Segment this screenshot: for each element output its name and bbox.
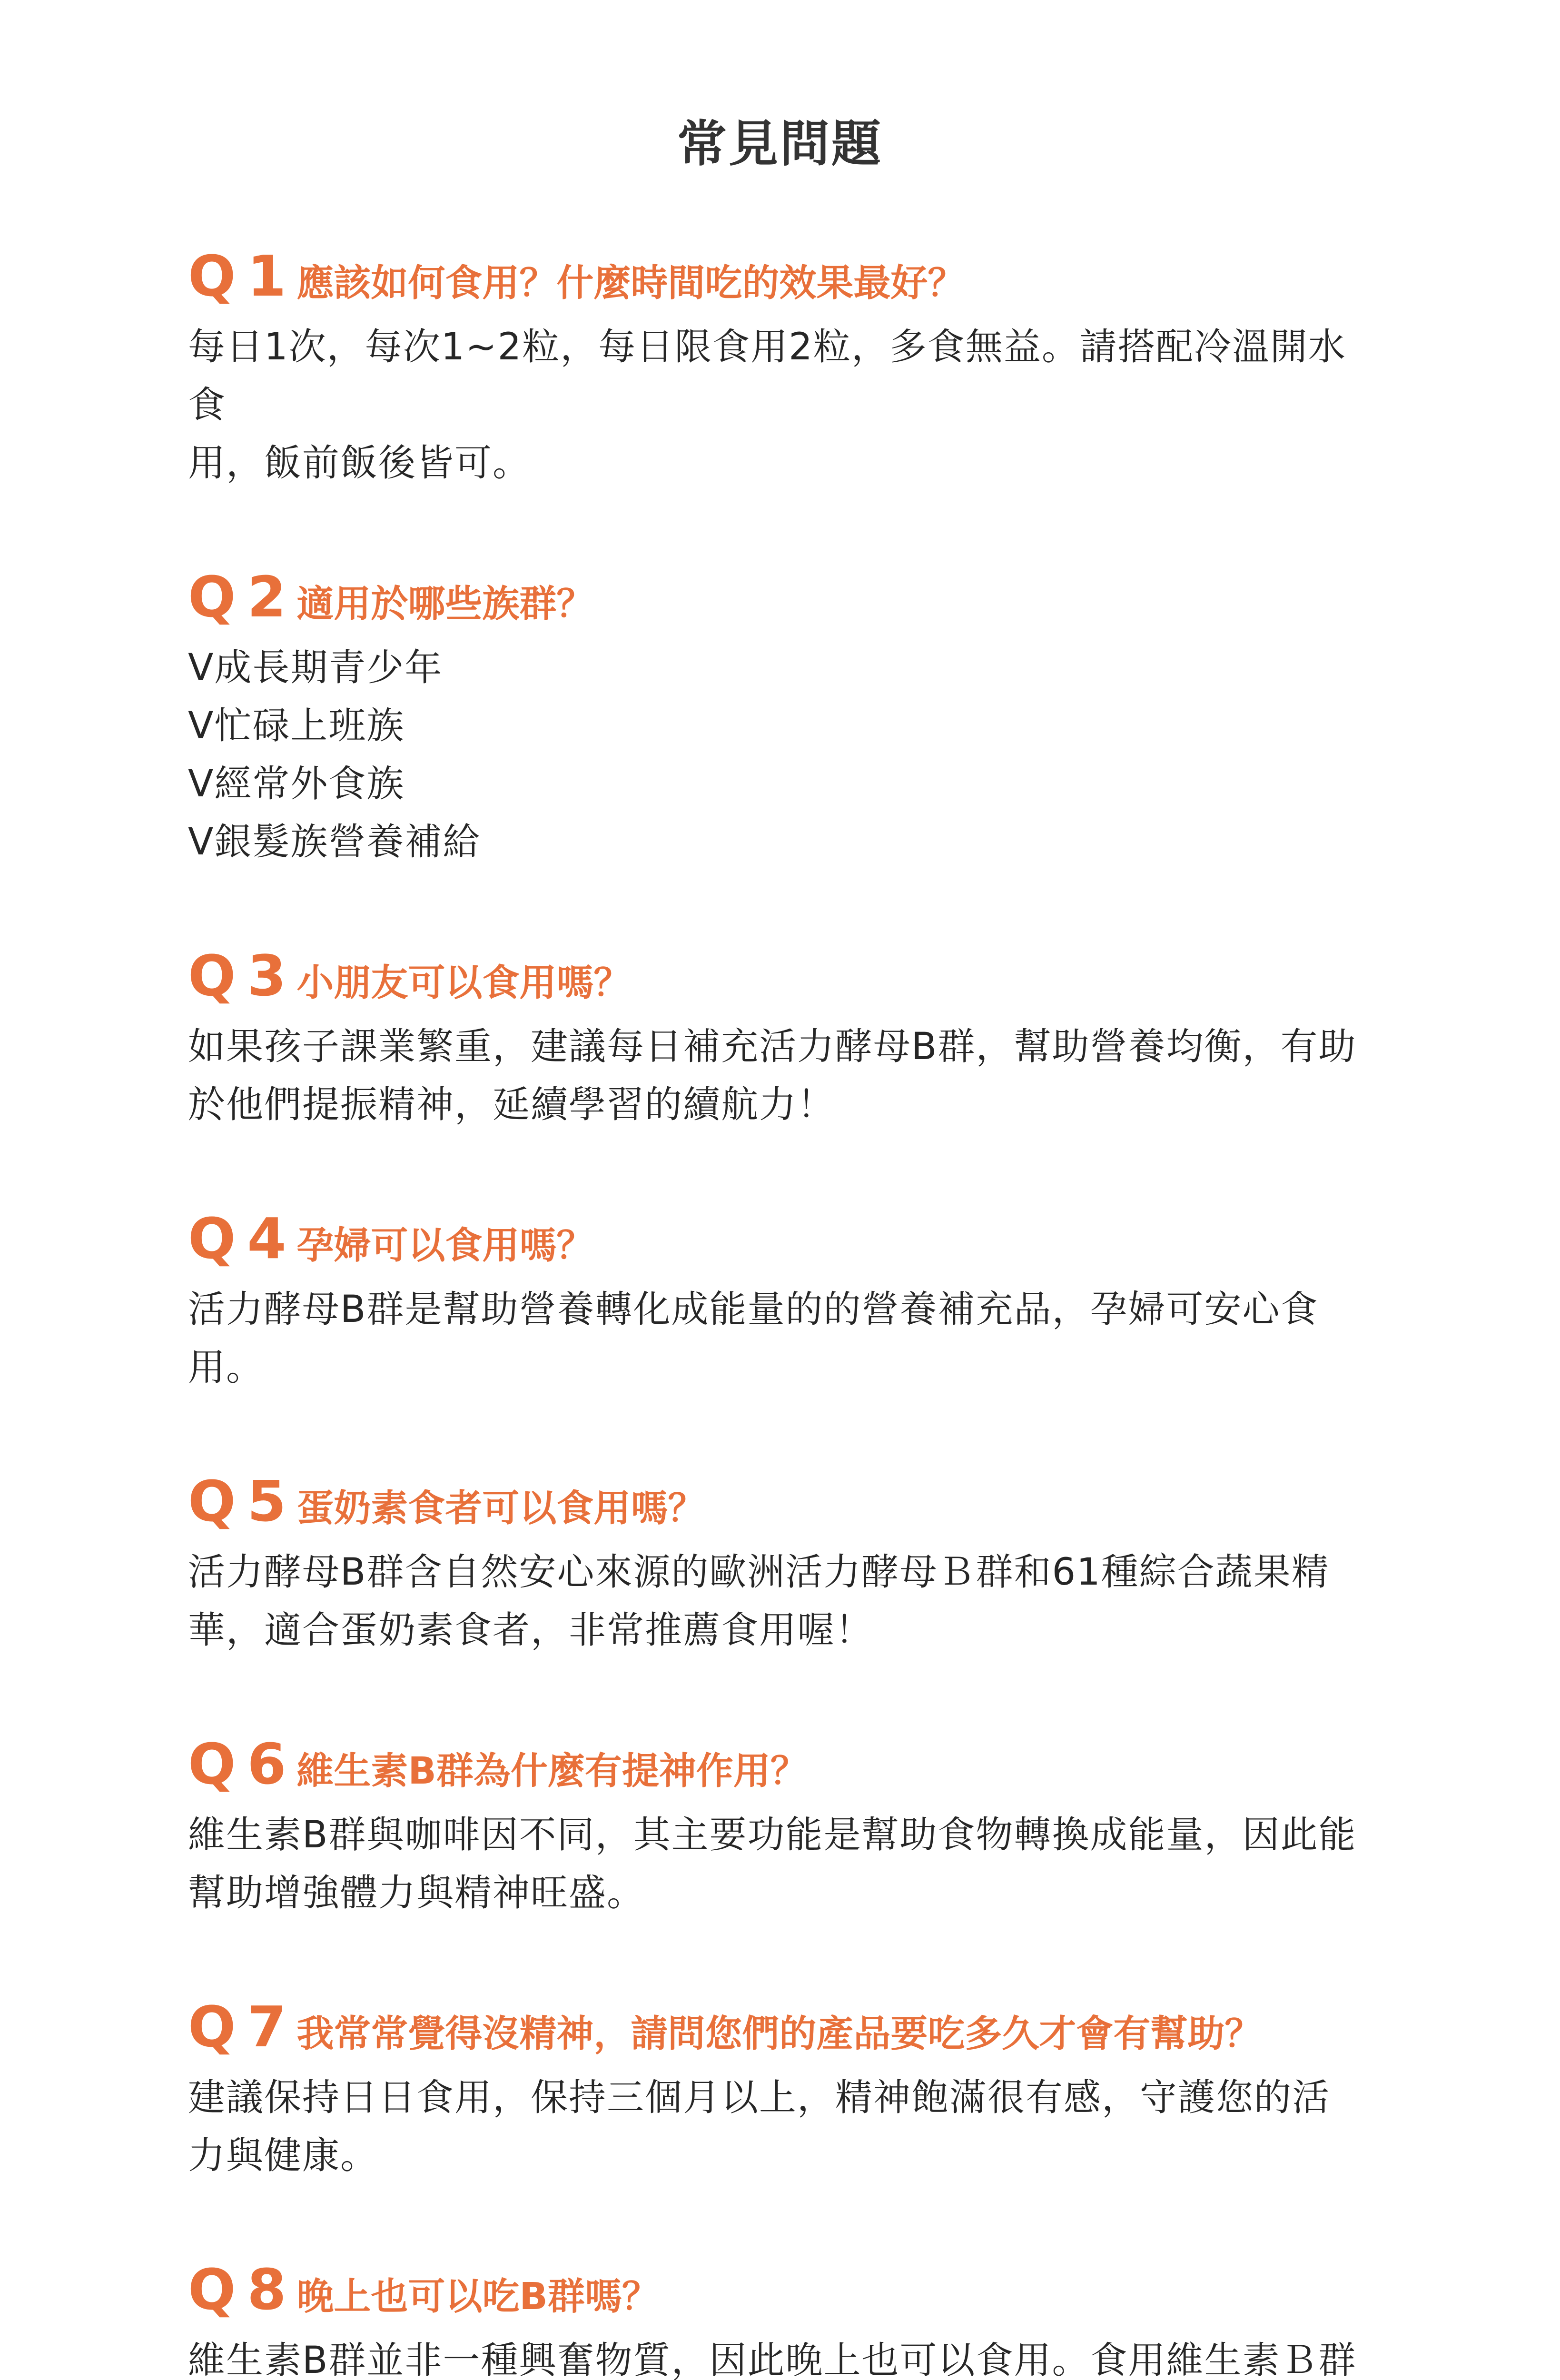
answer xyxy=(188,1280,1372,1397)
question-text: 適用於哪些族群？ xyxy=(296,583,594,625)
question-mark: Q xyxy=(188,943,237,1009)
faq-item-1 xyxy=(188,243,1372,492)
answer xyxy=(188,2069,1372,2185)
page-title: 常見問題 xyxy=(677,115,883,173)
answer xyxy=(188,1543,1372,1659)
answer-line: 用。 xyxy=(188,1346,265,1389)
question-number: 5 xyxy=(247,1468,286,1534)
faq-item-4 xyxy=(188,1205,1372,1397)
answer-line: 建議保持日日食用，保持三個月以上，精神飽滿很有感，守護您的活 xyxy=(188,2076,1331,2119)
question-text: 應該如何食用？什麼時間吃的效果最好？ xyxy=(296,262,965,305)
question-mark: Q xyxy=(188,1994,237,2060)
question-mark: Q xyxy=(188,243,237,309)
question xyxy=(188,1731,1372,1797)
answer xyxy=(188,1018,1372,1134)
answer-line: 活力酵母B群是幫助營養轉化成能量的的營養補充品，孕婦可安心食 xyxy=(188,1288,1319,1331)
answer-line: 於他們提振精神，延續學習的續航力！ xyxy=(188,1083,836,1126)
question-number: 7 xyxy=(247,1994,286,2060)
question xyxy=(188,2256,1372,2323)
answer xyxy=(188,318,1372,492)
answer-line: 如果孩子課業繁重，建議每日補充活力酵母B群，幫助營養均衡，有助 xyxy=(188,1025,1357,1068)
answer xyxy=(188,639,1372,871)
faq-item-5 xyxy=(188,1468,1372,1659)
question xyxy=(188,1993,1372,2060)
answer-line: 維生素B群與咖啡因不同，其主要功能是幫助食物轉換成能量，因此能 xyxy=(188,1814,1357,1856)
question-number: 1 xyxy=(247,243,286,309)
answer-line: 活力酵母B群含自然安心來源的歐洲活力酵母Ｂ群和61種綜合蔬果精 xyxy=(188,1551,1330,1594)
question-number: 6 xyxy=(247,1731,286,1797)
answer-line: V忙碌上班族 xyxy=(188,704,405,747)
question-number: 2 xyxy=(247,564,286,630)
question xyxy=(188,1468,1372,1535)
question-text: 維生素B群為什麼有提神作用？ xyxy=(296,1750,808,1793)
answer-line: 每日1次，每次1~2粒，每日限食用2粒，多食無益。請搭配冷溫開水食 xyxy=(188,326,1346,426)
question-text: 蛋奶素食者可以食用嗎？ xyxy=(296,1487,705,1530)
faq-item-7 xyxy=(188,1993,1372,2185)
question-text: 小朋友可以食用嗎？ xyxy=(296,962,631,1004)
answer-line: V成長期青少年 xyxy=(188,646,443,689)
question-number: 3 xyxy=(247,943,286,1009)
answer-line: 華，適合蛋奶素食者，非常推薦食用喔！ xyxy=(188,1609,874,1652)
question-text: 孕婦可以食用嗎？ xyxy=(296,1224,594,1267)
answer-line: 幫助增強體力與精神旺盛。 xyxy=(188,1872,645,1914)
question-text: 晚上也可以吃B群嗎？ xyxy=(296,2275,659,2318)
answer-line: 維生素B群並非一種興奮物質，因此晚上也可以食用。食用維生素Ｂ群 xyxy=(188,2339,1357,2380)
question xyxy=(188,564,1372,630)
answer-line: 用，飯前飯後皆可。 xyxy=(188,442,531,485)
question-mark: Q xyxy=(188,1206,237,1271)
faq-item-3 xyxy=(188,942,1372,1134)
answer-line: V銀髮族營養補給 xyxy=(188,821,481,863)
answer-line: V經常外食族 xyxy=(188,763,405,805)
question xyxy=(188,1205,1372,1272)
question-text: 我常常覺得沒精神，請問您們的產品要吃多久才會有幫助？ xyxy=(296,2013,1262,2055)
question-number: 4 xyxy=(247,1206,286,1271)
question-mark: Q xyxy=(188,1731,237,1797)
question-number: 8 xyxy=(247,2257,286,2322)
question-mark: Q xyxy=(188,2257,237,2322)
faq-item-8 xyxy=(188,2256,1372,2380)
question-mark: Q xyxy=(188,1468,237,1534)
faq-item-2 xyxy=(188,564,1372,871)
answer xyxy=(188,2331,1372,2380)
faq-item-6 xyxy=(188,1731,1372,1922)
question xyxy=(188,942,1372,1009)
answer-line: 力與健康。 xyxy=(188,2134,379,2177)
question-mark: Q xyxy=(188,564,237,630)
answer xyxy=(188,1806,1372,1922)
faq-list xyxy=(188,243,1372,2380)
question xyxy=(188,243,1372,309)
